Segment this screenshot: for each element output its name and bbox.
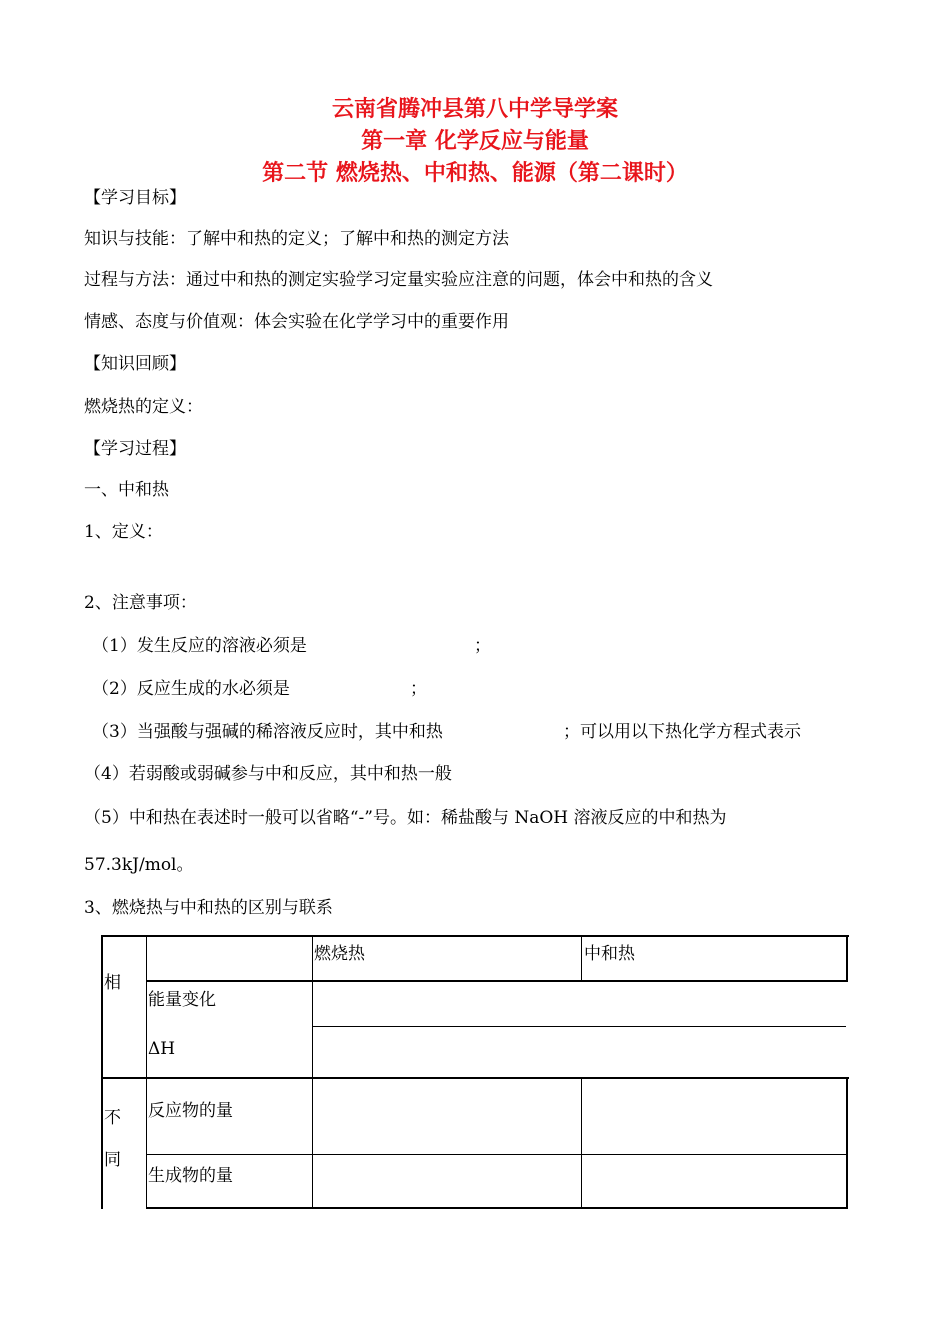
note-2: （2）反应生成的水必须是 [92,679,290,699]
review-heading: 【知识回顾】 [84,354,186,374]
table-rule [146,1154,848,1155]
school-title: 云南省腾冲县第八中学导学案 [331,97,618,122]
table-rule [581,1077,582,1209]
note-3: （3）当强酸与强碱的稀溶液反应时，其中和热 [92,722,443,742]
table-rule [312,935,313,1209]
note-1-end: ； [474,636,491,656]
note-3-end: ；可以用以下热化学方程式表示 [563,722,801,742]
table-rule [312,1026,846,1027]
definition-label: 1、定义： [84,522,163,542]
objective-process: 过程与方法：通过中和热的测定实验学习定量实验应注意的问题，体会中和热的含义 [84,270,713,290]
table-rule [581,935,582,982]
objective-knowledge: 知识与技能：了解中和热的定义；了解中和热的测定方法 [84,229,509,249]
chapter-title: 第一章 化学反应与能量 [361,129,589,154]
note-1: （1）发生反应的溶液必须是 [92,636,307,656]
diff-label-1: 不 [104,1108,121,1128]
objectives-heading: 【学习目标】 [84,188,186,208]
col-combustion: 燃烧热 [314,944,365,964]
table-rule [146,1207,848,1209]
table-rule [846,935,848,982]
row-product: 生成物的量 [148,1166,233,1186]
table-rule [146,980,848,982]
table-rule [101,1077,849,1079]
table-rule [846,1077,848,1209]
col-neutralization: 中和热 [584,944,635,964]
objective-emotion: 情感、态度与价值观：体会实验在化学学习中的重要作用 [84,312,509,332]
same-label: 相 [104,973,121,993]
table-rule [146,935,147,1209]
row-dh: ΔH [148,1039,176,1059]
compare-heading: 3、燃烧热与中和热的区别与联系 [84,898,333,918]
note-4: （4）若弱酸或弱碱参与中和反应，其中和热一般 [84,764,452,784]
part-one-heading: 一、中和热 [84,480,169,500]
row-reactant: 反应物的量 [148,1101,233,1121]
diff-label-2: 同 [104,1150,121,1170]
section-title: 第二节 燃烧热、中和热、能源（第二课时） [262,161,688,186]
note-5-continued: 57.3kJ/mol。 [84,855,194,875]
notes-heading: 2、注意事项： [84,593,197,613]
table-rule [101,935,849,937]
process-heading: 【学习过程】 [84,439,186,459]
combustion-definition: 燃烧热的定义： [84,397,203,417]
table-rule [101,935,103,1209]
row-energy: 能量变化 [148,990,216,1010]
title-block [0,94,950,190]
note-5: （5）中和热在表述时一般可以省略“-”号。如：稀盐酸与 NaOH 溶液反应的中和热为 [84,808,727,828]
note-2-end: ； [410,679,427,699]
